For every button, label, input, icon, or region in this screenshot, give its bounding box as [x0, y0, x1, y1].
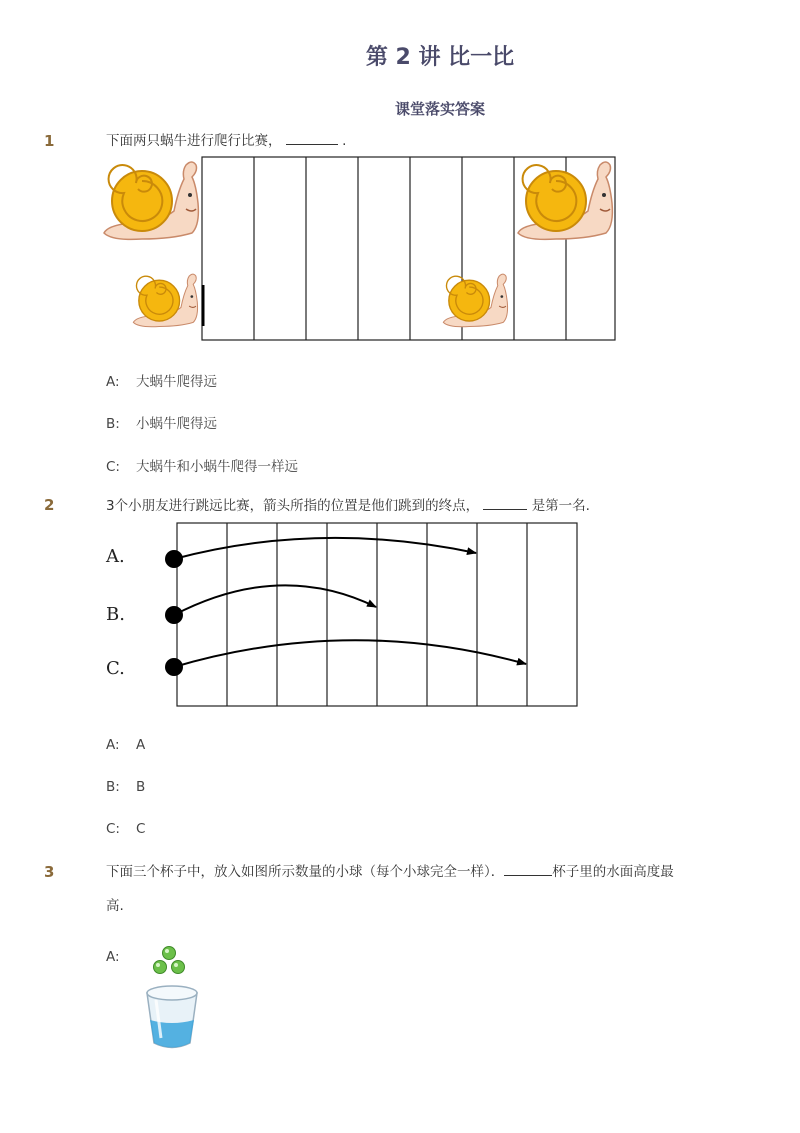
q1-option-b-letter: B: — [106, 416, 120, 432]
q3-option-a-letter: A: — [106, 949, 120, 965]
question-2-text-after: 是第一名. — [531, 498, 590, 514]
page-subtitle: 课堂落实答案 — [394, 100, 485, 118]
question-1-text-before: 下面两只蜗牛进行爬行比赛， — [106, 133, 282, 149]
q2-option-c-text: C — [136, 821, 146, 837]
q1-option-c-letter: C: — [106, 459, 120, 475]
question-3-text-before: 下面三个杯子中，放入如图所示数量的小球（每个小球完全一样）． — [106, 864, 505, 880]
question-number-2: 2 — [44, 496, 55, 514]
page-title: 第 2 讲 比一比 — [365, 45, 515, 70]
q1-option-b-text: 小蜗牛爬得远 — [136, 416, 217, 432]
question-1-text-after: . — [342, 133, 347, 149]
q2-option-b-text: B — [136, 779, 146, 795]
balls-group — [154, 947, 185, 974]
q1-option-a-text: 大蜗牛爬得远 — [136, 374, 217, 390]
q2-option-a-text: A — [136, 737, 146, 753]
q1-option-a-letter: A: — [106, 374, 120, 390]
question-3-text-line2: 高. — [106, 898, 124, 914]
q1-option-c-text: 大蜗牛和小蜗牛爬得一样远 — [136, 459, 298, 475]
cup-icon — [147, 986, 197, 1048]
question-2-text-before: 3个小朋友进行跳远比赛，箭头所指的位置是他们跳到的终点， — [106, 498, 480, 514]
q2-option-c-letter: C: — [106, 821, 120, 837]
q2-option-a-letter: A: — [106, 737, 120, 753]
jump-label-c: C. — [106, 658, 125, 679]
q2-option-b-letter: B: — [106, 779, 120, 795]
jump-label-b: B. — [106, 604, 125, 625]
question-3-text-after: 杯子里的水面高度最 — [552, 864, 674, 880]
jump-label-a: A. — [106, 546, 125, 567]
question-number-1: 1 — [44, 132, 55, 150]
question-number-3: 3 — [44, 863, 55, 881]
